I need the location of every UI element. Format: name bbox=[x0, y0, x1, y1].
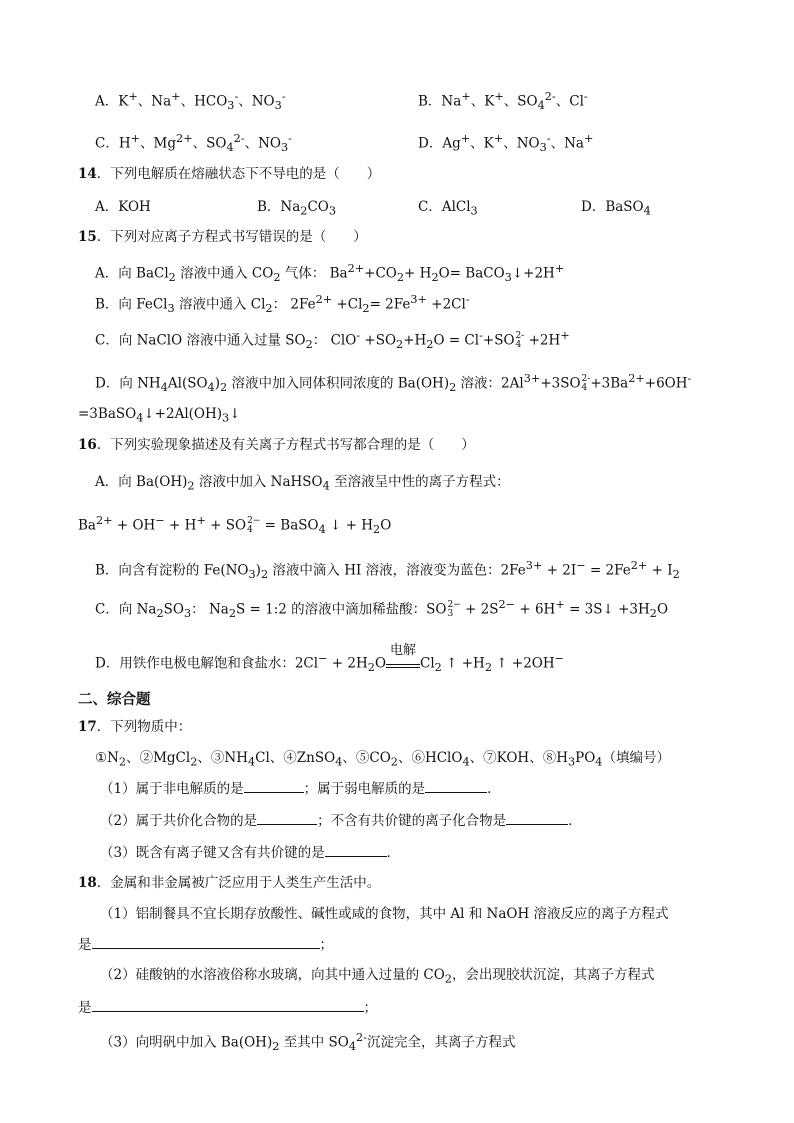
q14-option-c: C．AlCl$_3$ bbox=[418, 199, 478, 218]
q17-sub2: （2）属于共价化合物的是 ；不含有共价键的离子化合物是 ． bbox=[100, 813, 582, 829]
q18-sub2: （2）硅酸钠的水溶液俗称水玻璃，向其中通入过量的 $CO_2$，会出现胶状沉淀，其离子方程式 bbox=[100, 967, 655, 986]
q18-sub2-answer: 是 ； bbox=[78, 1000, 377, 1016]
q14-option-d: D．BaSO$_4$ bbox=[581, 199, 651, 218]
answer-blank[interactable] bbox=[425, 779, 487, 793]
q17-stem: 17．下列物质中： bbox=[78, 719, 192, 735]
q14-option-b: B．$Na_2CO_3$ bbox=[257, 199, 337, 218]
q18-sub1: （1）铝制餐具不宜长期存放酸性、碱性或咸的食物，其中 Al 和 NaOH 溶液反应的离子方程式 bbox=[100, 906, 669, 922]
q17-substances: $①N_2$、②MgCl$_2$、$③NH_4Cl$、④ZnSO$_4$、$⑤CO_2$、⑥HClO$_4$、⑦KOH、$⑧H_3PO_4$（填编号） bbox=[95, 750, 670, 769]
electrolysis-condition: 电解 bbox=[386, 658, 420, 668]
q16-option-a: A．向 $Ba(OH)_2$ 溶液中加入 NaHSO$_4$ 至溶液呈中性的离子方程式： bbox=[95, 474, 510, 493]
q16-option-b: B．向含有淀粉的 $Fe(NO_3)_2$ 溶液中滴入 HI 溶液，溶液变为蓝色：$2Fe^{3+} + 2I^- = 2Fe^{2+} + I_2$ bbox=[95, 559, 680, 582]
q15-option-d: D．向 $NH_4Al(SO_4)_2$ 溶液中加入同体积同浓度的 $Ba(OH)_2$ 溶液：$2Al^{3+}+3SO$ 2- 4 $+3Ba^{2+}+6OH^-$ bbox=[95, 372, 692, 395]
q17-sub1: （1）属于非电解质的是 ；属于弱电解质的是 ． bbox=[100, 781, 501, 797]
answer-blank[interactable] bbox=[325, 843, 387, 857]
q18-sub3: （3）向明矾中加入 $Ba(OH)_2$ 至其中 $SO_4^{2-}$沉淀完全，其离子方程式 bbox=[100, 1031, 516, 1054]
answer-blank[interactable] bbox=[92, 935, 320, 949]
q14-option-a: A．KOH bbox=[95, 199, 151, 215]
answer-blank[interactable] bbox=[92, 998, 364, 1012]
section-title: 二、综合题 bbox=[78, 691, 151, 708]
q15-stem: 15．下列对应离子方程式书写错误的是（ ） bbox=[78, 229, 367, 245]
answer-blank[interactable] bbox=[257, 811, 317, 825]
q17-sub3: （3）既含有离子键又含有共价键的是 ． bbox=[100, 845, 401, 861]
q13-option-d: D．Ag+、K+、$NO_3^-$、Na+ bbox=[418, 132, 594, 155]
q16-stem: 16．下列实验现象描述及有关离子方程式书写都合理的是（ ） bbox=[78, 437, 475, 453]
q16-option-c: C．向 $Na_2SO_3$： $Na_2S$ = 1:2 的溶液中滴加稀盐酸：SO 2− 3 + $2S^{2-} + 6H^+$ = 3S↓ $+3H_2O$ bbox=[95, 598, 669, 621]
q15-option-a: A．向 BaCl$_2$ 溶液中通入 $CO_2$ 气体： $Ba^{2+}+CO_2+ H_2O=$ BaCO$_3$↓+2H+ bbox=[95, 262, 565, 285]
q15-option-c: C．向 NaClO 溶液中通入过量 $SO_2$： $ClO^- +SO_2+H_2O = Cl^-+SO$ 2- 4 +2H+ bbox=[95, 329, 570, 352]
answer-blank[interactable] bbox=[506, 811, 568, 825]
q16-option-d: D．用铁作电极电解饱和食盐水：$2Cl^- + 2H_2O$ 电解 $Cl_2$ ↑ $+H_2$ ↑ +2OH− bbox=[95, 642, 565, 675]
q13-option-a: A．K+、Na+、$HCO_3^-$、$NO_3^-$ bbox=[95, 90, 286, 113]
q15-option-d-cont: $=3BaSO_4↓+2Al(OH)_3↓$ bbox=[78, 406, 241, 425]
q13-option-c: C．H+、$Mg^{2+}$、$SO_4^{2-}$、$NO_3^-$ bbox=[95, 132, 292, 155]
q18-stem: 18．金属和非金属被广泛应用于人类生产生活中。 bbox=[78, 875, 381, 891]
q15-option-b: B．向 FeCl$_3$ 溶液中通入 $Cl_2$： $2Fe^{2+} +Cl_2= 2Fe^{3+} +2Cl^-$ bbox=[95, 293, 470, 316]
q14-stem: 14．下列电解质在熔融状态下不导电的是（ ） bbox=[78, 166, 381, 182]
q13-option-b: B．Na+、K+、$SO_4^{2-}$、Cl- bbox=[418, 90, 588, 113]
q18-sub1-answer: 是 ； bbox=[78, 937, 333, 953]
q16-option-a-equation: $Ba^{2+} + OH^- + H^+$ + SO 2− 4 = BaSO$_4$ ↓ + $H_2O$ bbox=[78, 514, 392, 537]
answer-blank[interactable] bbox=[244, 779, 304, 793]
